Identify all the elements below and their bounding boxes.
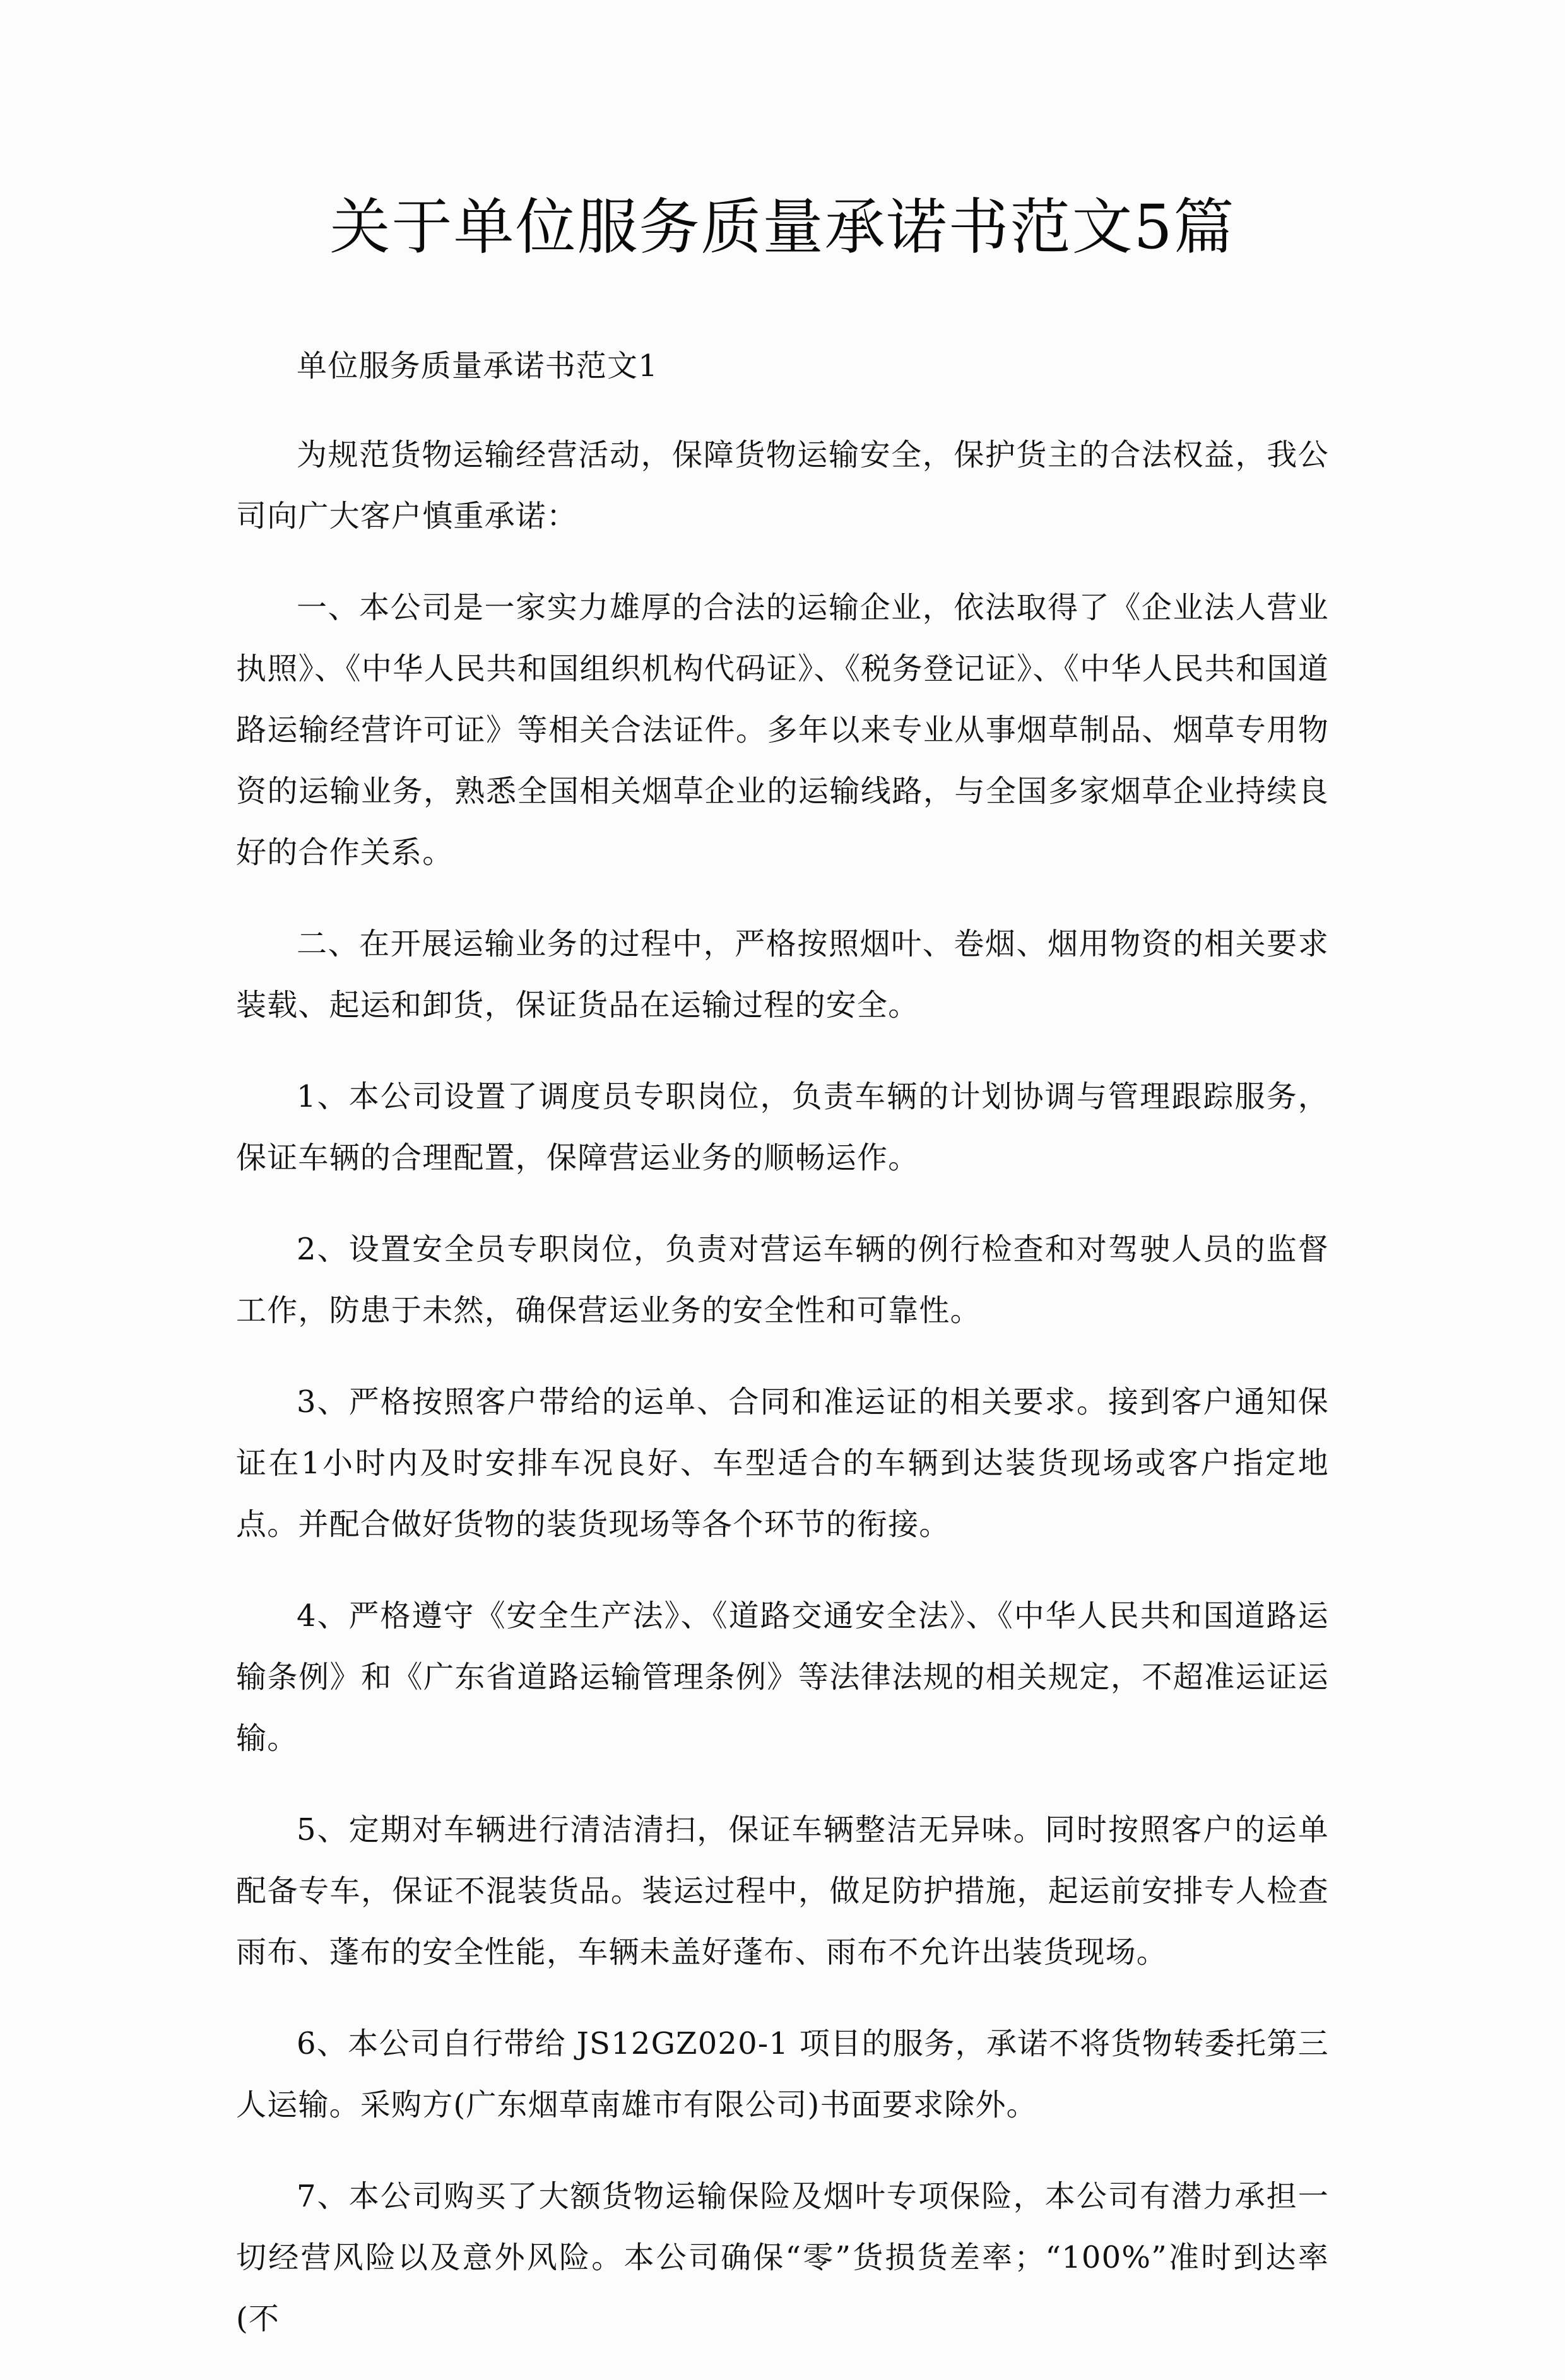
document-title: 关于单位服务质量承诺书范文5篇 (329, 192, 1236, 262)
section-heading: 单位服务质量承诺书范文1 (297, 348, 658, 384)
paragraph-subitem-1: 1、本公司设置了调度员专职岗位，负责车辆的计划协调与管理跟踪服务，保证车辆的合理配置，保障营运业务的顺畅运作。 (236, 1079, 1329, 1175)
document-body (236, 336, 1329, 2380)
paragraph-intro: 为规范货物运输经营活动，保障货物运输安全，保护货主的合法权益，我公司向广大客户慎重承诺： (236, 437, 1329, 534)
paragraph-subitem-5: 5、定期对车辆进行清洁清扫，保证车辆整洁无异味。同时按照客户的运单配备专车，保证不混装货品。装运过程中，做足防护措施，起运前安排专人检查雨布、蓬布的安全性能，车辆未盖好蓬布、雨布不允许出装货现场。 (236, 1812, 1329, 1970)
paragraph-subitem-3: 3、严格按照客户带给的运单、合同和准运证的相关要求。接到客户通知保证在1小时内及时安排车况良好、车型适合的车辆到达装货现场或客户指定地点。并配合做好货物的装货现场等各个环节的衔接。 (236, 1384, 1329, 1542)
paragraph-subitem-7: 7、本公司购买了大额货物运输保险及烟叶专项保险，本公司有潜力承担一切经营风险以及意外风险。本公司确保“零”货损货差率；“100%”准时到达率(不 (236, 2179, 1329, 2336)
paragraph-item-2: 二、在开展运输业务的过程中，严格按照烟叶、卷烟、烟用物资的相关要求装载、起运和卸货，保证货品在运输过程的安全。 (236, 926, 1329, 1023)
paragraph-subitem-6: 6、本公司自行带给 JS12GZ020-1 项目的服务，承诺不将货物转委托第三人运输。采购方(广东烟草南雄市有限公司)书面要求除外。 (236, 2026, 1329, 2123)
paragraph-item-1: 一、本公司是一家实力雄厚的合法的运输企业，依法取得了《企业法人营业执照》、《中华人民共和国组织机构代码证》、《税务登记证》、《中华人民共和国道路运输经营许可证》等相关合法证件。多年以来专业从事烟草制品、烟草专用物资的运输业务，熟悉全国相关烟草企业的运输线路，与全国多家烟草企业持续良好的合作关系。 (236, 590, 1329, 870)
paragraph-subitem-2: 2、设置安全员专职岗位，负责对营运车辆的例行检查和对驾驶人员的监督工作，防患于未然，确保营运业务的安全性和可靠性。 (236, 1232, 1329, 1328)
paragraph-subitem-4: 4、严格遵守《安全生产法》、《道路交通安全法》、《中华人民共和国道路运输条例》和《广东省道路运输管理条例》等法律法规的相关规定，不超准运证运输。 (236, 1598, 1329, 1756)
